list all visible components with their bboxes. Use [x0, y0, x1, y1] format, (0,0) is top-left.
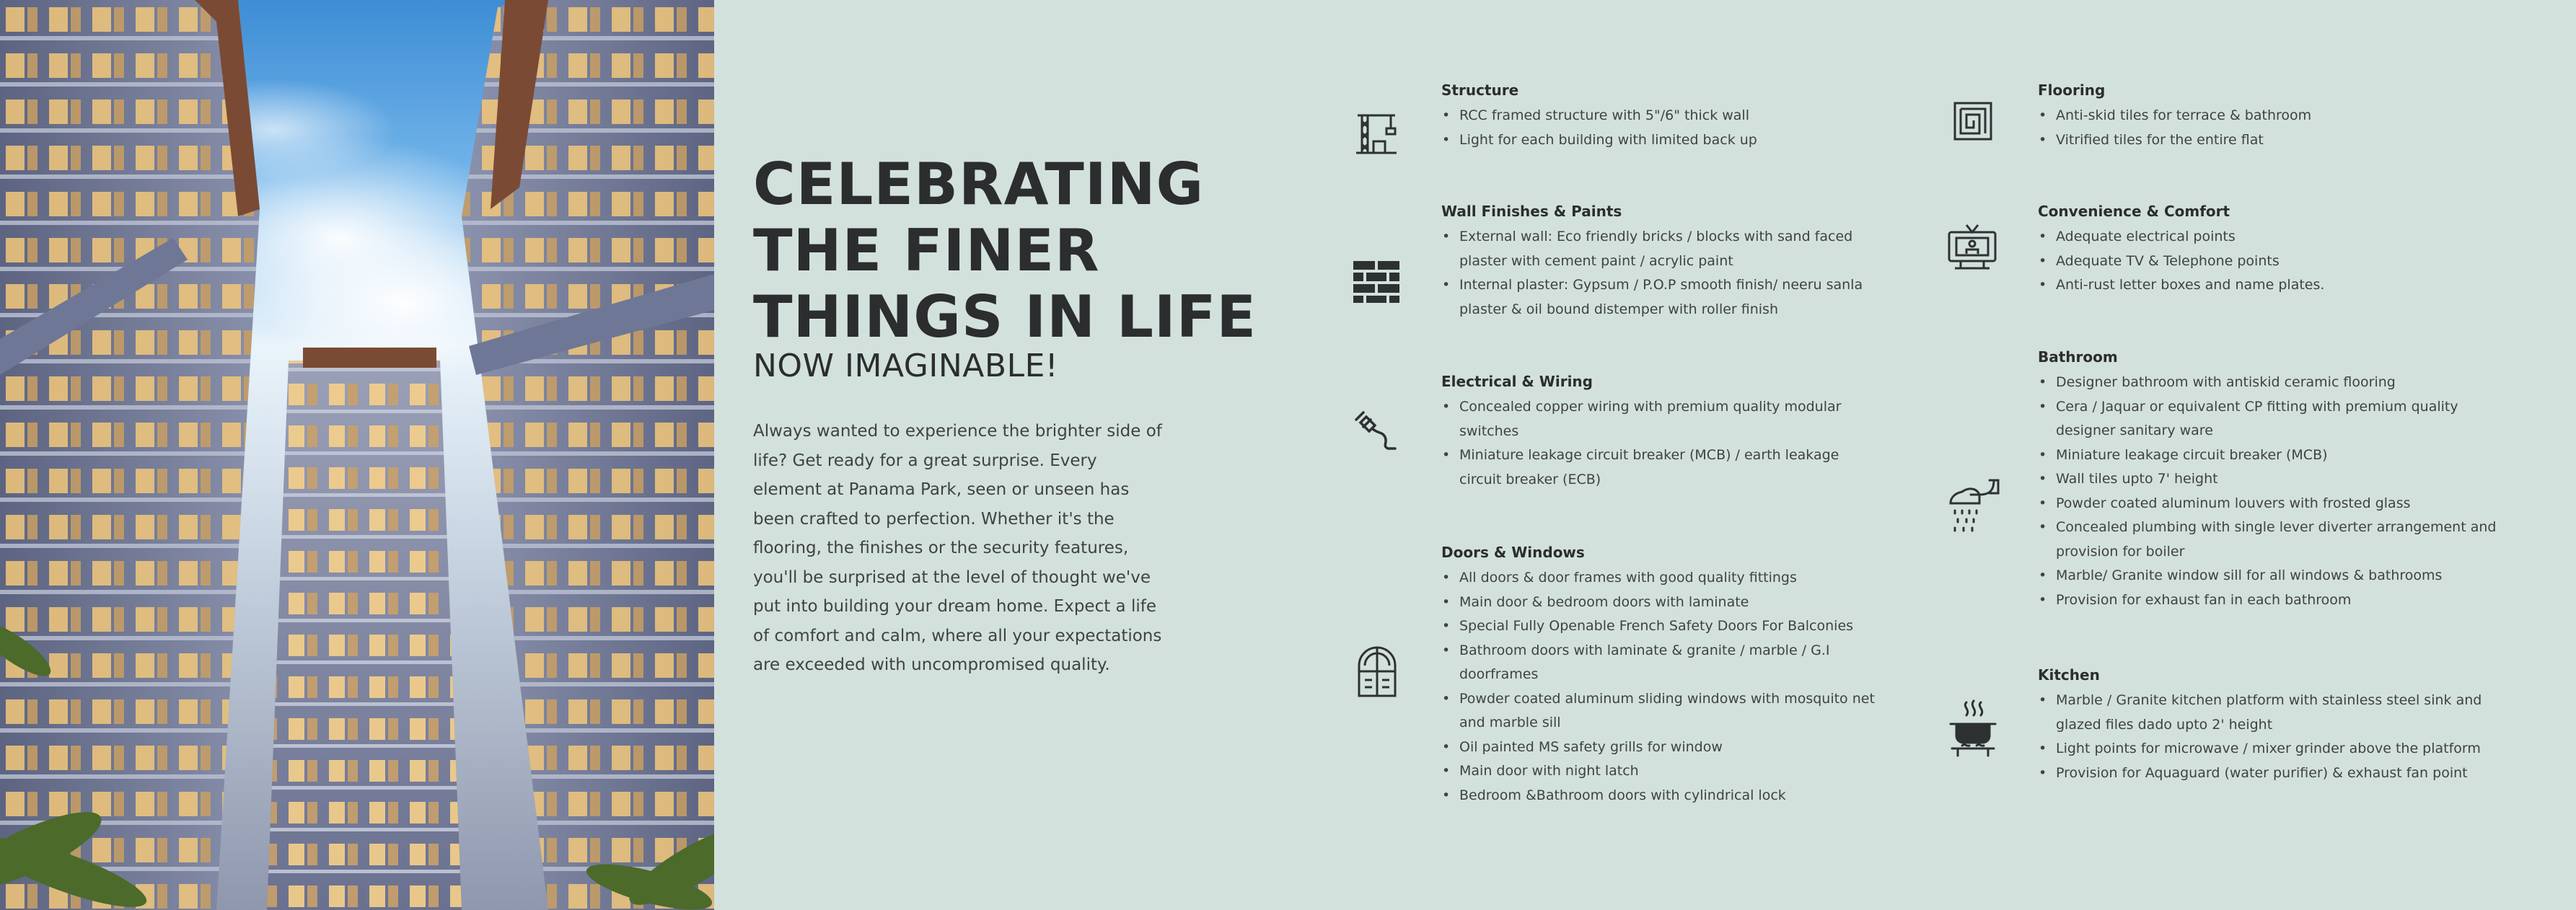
list-item: • Powder coated aluminum louvers with frosted glass: [2038, 492, 2496, 516]
list-item: and marble sill: [1459, 715, 1561, 730]
spec-list: [2038, 104, 2311, 152]
intro-line: are exceeded with uncompromised quality.: [753, 655, 1110, 674]
floor-tile-icon: [1953, 102, 1992, 141]
list-item: • Light for each building with limited back up: [1441, 128, 1757, 153]
brick-wall-icon: [1352, 260, 1401, 304]
list-item: • Miniature leakage circuit breaker (MCB) / earth leakage: [1441, 443, 1841, 468]
list-item: • RCC framed structure with 5"/6" thick wall: [1441, 104, 1757, 128]
list-item: • Adequate electrical points: [2038, 225, 2324, 249]
list-item: • Adequate TV & Telephone points: [2038, 249, 2324, 274]
intro-line: element at Panama Park, seen or unseen has: [753, 480, 1130, 499]
section-convenience: [2038, 200, 2324, 298]
list-item: • Marble / Granite kitchen platform with stainless steel sink and: [2038, 689, 2482, 713]
list-item: • External wall: Eco friendly bricks / blocks with sand faced: [1441, 225, 1863, 249]
list-item: • Oil painted MS safety grills for window: [1441, 735, 1875, 760]
list-item: plaster with cement paint / acrylic paint: [1459, 252, 1733, 269]
spec-list: [2038, 689, 2482, 785]
intro-line: you'll be surprised at the level of thought we've: [753, 567, 1151, 587]
headline-line: THE FINER: [753, 217, 1100, 284]
list-item: • Main door with night latch: [1441, 759, 1875, 784]
list-item: • Provision for Aquaguard (water purifier) & exhaust fan point: [2038, 761, 2482, 786]
list-item: • Marble/ Granite window sill for all windows & bathrooms: [2038, 564, 2496, 588]
list-item: • Special Fully Openable French Safety Doors For Balconies: [1441, 614, 1875, 639]
list-item: switches: [1459, 423, 1519, 439]
tv-icon: [1945, 222, 2000, 273]
section-electrical: [1441, 371, 1841, 492]
section-title: Doors & Windows: [1441, 544, 1585, 561]
list-item: provision for boiler: [2056, 543, 2185, 560]
spec-list: [2038, 371, 2496, 612]
list-item: • Cera / Jaquar or equivalent CP fitting with premium quality: [2038, 395, 2496, 420]
section-flooring: [2038, 79, 2311, 152]
intro-paragraph: [753, 417, 1171, 680]
plug-icon: [1353, 410, 1399, 453]
section-title: Bathroom: [2038, 348, 2118, 366]
list-item: designer sanitary ware: [2056, 423, 2213, 438]
window-icon: [1356, 645, 1398, 697]
intro-line: of comfort and calm, where all your expectations: [753, 626, 1162, 645]
cooking-pot-icon: [1948, 699, 1998, 759]
list-item: • Concealed plumbing with single lever diverter arrangement and: [2038, 516, 2496, 540]
intro-line: Always wanted to experience the brighter side of: [753, 422, 1162, 441]
list-item: • Light points for microwave / mixer grinder above the platform: [2038, 737, 2482, 761]
list-item: • Powder coated aluminum sliding windows with mosquito net: [1441, 687, 1875, 712]
list-item: • Bathroom doors with laminate & granite / marble / G.I: [1441, 639, 1875, 663]
list-item: • Vitrified tiles for the entire flat: [2038, 128, 2311, 153]
intro-line: put into building your dream home. Expect a life: [753, 597, 1156, 616]
spec-list: [1441, 395, 1841, 492]
building-photo: [0, 0, 714, 910]
list-item: • Anti-skid tiles for terrace & bathroom: [2038, 104, 2311, 128]
headline: [753, 151, 1257, 350]
intro-line: flooring, the finishes or the security features,: [753, 539, 1129, 557]
list-item: • All doors & door frames with good quality fittings: [1441, 566, 1875, 591]
section-title: Electrical & Wiring: [1441, 373, 1593, 390]
list-item: glazed files dado upto 2' height: [2056, 716, 2273, 733]
subheadline: NOW IMAGINABLE!: [753, 348, 1059, 384]
intro-line: life? Get ready for a great surprise. Every: [753, 451, 1097, 470]
list-item: • Miniature leakage circuit breaker (MCB): [2038, 443, 2496, 468]
list-item: • Main door & bedroom doors with laminate: [1441, 591, 1875, 615]
spec-list: [1441, 104, 1757, 152]
list-item: • Designer bathroom with antiskid ceramic flooring: [2038, 371, 2496, 395]
crane-icon: [1353, 110, 1399, 156]
section-title: Structure: [1441, 81, 1519, 99]
list-item: • Anti-rust letter boxes and name plates.: [2038, 273, 2324, 298]
list-item: • Provision for exhaust fan in each bathroom: [2038, 588, 2496, 613]
spec-list: [1441, 225, 1863, 322]
section-title: Kitchen: [2038, 666, 2100, 684]
spec-list: [1441, 566, 1875, 808]
list-item: plaster & oil bound distemper with roller finish: [1459, 301, 1779, 317]
spec-list: [2038, 225, 2324, 298]
list-item: • Bedroom &Bathroom doors with cylindrical lock: [1441, 784, 1875, 808]
list-item: • Wall tiles upto 7' height: [2038, 467, 2496, 492]
list-item: circuit breaker (ECB): [1459, 471, 1601, 487]
intro-line: been crafted to perfection. Whether it's the: [753, 509, 1115, 529]
section-title: Flooring: [2038, 81, 2106, 99]
section-structure: [1441, 79, 1757, 152]
section-doors-windows: [1441, 542, 1875, 808]
headline-line: CELEBRATING: [753, 151, 1205, 218]
list-item: doorframes: [1459, 666, 1539, 682]
section-title: Convenience & Comfort: [2038, 203, 2230, 220]
section-title: Wall Finishes & Paints: [1441, 203, 1622, 220]
list-item: • Internal plaster: Gypsum / P.O.P smooth finish/ neeru sanla: [1441, 273, 1863, 298]
section-bathroom: [2038, 346, 2496, 612]
section-kitchen: [2038, 664, 2482, 785]
shower-icon: [1948, 477, 2000, 532]
section-wall-finishes: [1441, 200, 1863, 322]
headline-line: THINGS IN LIFE: [753, 283, 1257, 350]
list-item: • Concealed copper wiring with premium quality modular: [1441, 395, 1841, 420]
